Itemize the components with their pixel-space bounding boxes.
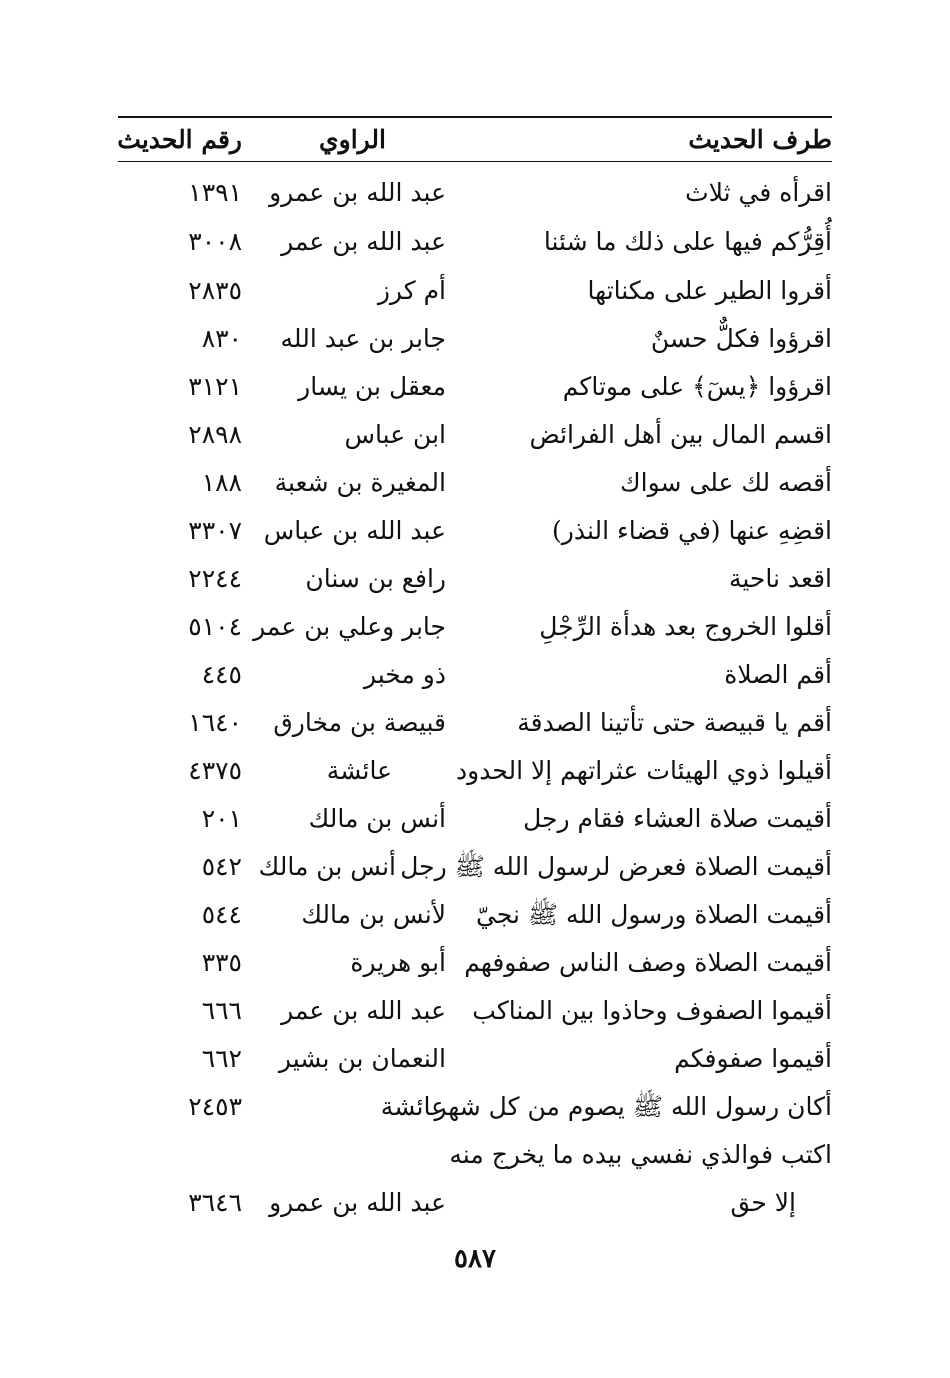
narrator: عبد الله بن عمرو [269,178,446,207]
table-row [118,700,832,746]
table-row [118,1084,832,1130]
narrator: عائشة [326,756,392,785]
narrator: ذو مخبر [363,660,446,689]
hadith-number: ٣١٢١ [188,372,242,401]
narrator: أبو هريرة [350,948,446,977]
hadith-number: ٦٦٢ [201,1044,242,1073]
top-rule [118,116,832,118]
header-hadith: طرف الحديث [688,125,832,154]
narrator: أنس بن مالك [258,852,396,881]
hadith-number: ٥٤٤ [201,900,242,929]
narrator: لأنس بن مالك [301,900,446,929]
hadith-text: أكان رسول الله ﷺ يصوم من كل شهر [434,1092,832,1121]
header-number: رقم الحديث [117,125,242,154]
hadith-text: أقيموا صفوفكم [674,1044,832,1073]
page-number: ٥٨٧ [454,1244,496,1274]
hadith-text: أقلوا الخروج بعد هدأة الرِّجْلِ [539,612,832,641]
header-narrator: الراوي [319,125,386,154]
hadith-number: ٤٣٧٥ [188,756,242,785]
hadith-text: أقيلوا ذوي الهيئات عثراتهم إلا الحدود [456,756,832,785]
hadith-number: ٢٨٣٥ [188,276,242,305]
narrator: عبد الله بن عمر [281,996,446,1025]
table-header [118,120,832,160]
table-row [118,268,832,314]
table-row [118,748,832,794]
hadith-text: أقيموا الصفوف وحاذوا بين المناكب [472,996,832,1025]
table-row [118,988,832,1034]
hadith-number: ٤٤٥ [201,660,242,689]
narrator: معقل بن يسار [298,372,446,401]
hadith-text: أقصه لك على سواك [620,468,832,497]
table-row [118,219,832,265]
narrator: قبيصة بن مخارق [273,708,446,737]
narrator: المغيرة بن شعبة [274,468,446,497]
hadith-text: اقسم المال بين أهل الفرائض [529,420,832,449]
hadith-number: ٢٠١ [201,804,242,833]
hadith-number: ٦٦٦ [201,996,242,1025]
narrator: عائشة [380,1092,446,1121]
table-row [118,316,832,362]
table-row [118,1132,832,1178]
hadith-text: أُقِرُّكم فيها على ذلك ما شئنا [543,227,832,256]
hadith-number: ٣٦٤٦ [188,1188,242,1217]
narrator: أم كرز [377,276,446,305]
hadith-number: ٢٨٩٨ [188,420,242,449]
hadith-text: أقيمت صلاة العشاء فقام رجل [523,804,832,833]
hadith-text: اقرأه في ثلاث [685,178,832,207]
table-row [118,652,832,698]
narrator: أنس بن مالك [308,804,446,833]
hadith-number: ٣٠٠٨ [188,227,242,256]
hadith-number: ١٨٨ [201,468,242,497]
table-row [118,556,832,602]
hadith-number: ١٣٩١ [188,178,242,207]
hadith-number: ٨٣٠ [201,324,242,353]
table-row [118,940,832,986]
hadith-number: ٢٤٥٣ [188,1092,242,1121]
hadith-number: ٢٢٤٤ [188,564,242,593]
hadith-text: اقضِهِ عنها (في قضاء النذر) [552,516,832,545]
table-row [118,1036,832,1082]
hadith-text: أقيمت الصلاة وصف الناس صفوفهم [464,948,832,977]
hadith-text: اقرؤوا ﴿يسٓ﴾ على موتاكم [562,372,832,401]
header-rule [118,161,832,162]
hadith-text: اقرؤوا فكلٌّ حسنٌ [650,324,832,353]
hadith-number: ٣٣٠٧ [188,516,242,545]
narrator: عبد الله بن عمر [281,227,446,256]
hadith-text-line1: اكتب فوالذي نفسي بيده ما يخرج منه [449,1140,832,1169]
hadith-text: اقعد ناحية [728,564,832,593]
table-row [118,364,832,410]
narrator: رافع بن سنان [305,564,446,593]
table-row [118,460,832,506]
table-row [118,892,832,938]
hadith-text: أقم يا قبيصة حتى تأتينا الصدقة [517,708,832,737]
table-row [118,170,832,216]
hadith-text: أقم الصلاة [724,660,832,689]
hadith-text: أقروا الطير على مكناتها [587,276,832,305]
narrator: جابر بن عبد الله [280,324,446,353]
narrator: جابر وعلي بن عمر [253,612,446,641]
table-row [118,604,832,650]
table-row [118,844,832,890]
hadith-text-line2: إلا حق [730,1188,796,1217]
table-row [118,1180,832,1226]
narrator: النعمان بن بشير [278,1044,446,1073]
narrator: ابن عباس [344,420,446,449]
hadith-number: ١٦٤٠ [188,708,242,737]
hadith-text: أقيمت الصلاة فعرض لرسول الله ﷺ رجل [400,852,832,881]
hadith-text: أقيمت الصلاة ورسول الله ﷺ نجيّ [476,900,832,929]
table-row [118,796,832,842]
narrator: عبد الله بن عمرو [269,1188,446,1217]
table-row [118,508,832,554]
hadith-number: ٥٤٢ [201,852,242,881]
hadith-number: ٣٣٥ [201,948,242,977]
narrator: عبد الله بن عباس [263,516,446,545]
hadith-number: ٥١٠٤ [188,612,242,641]
table-row [118,412,832,458]
